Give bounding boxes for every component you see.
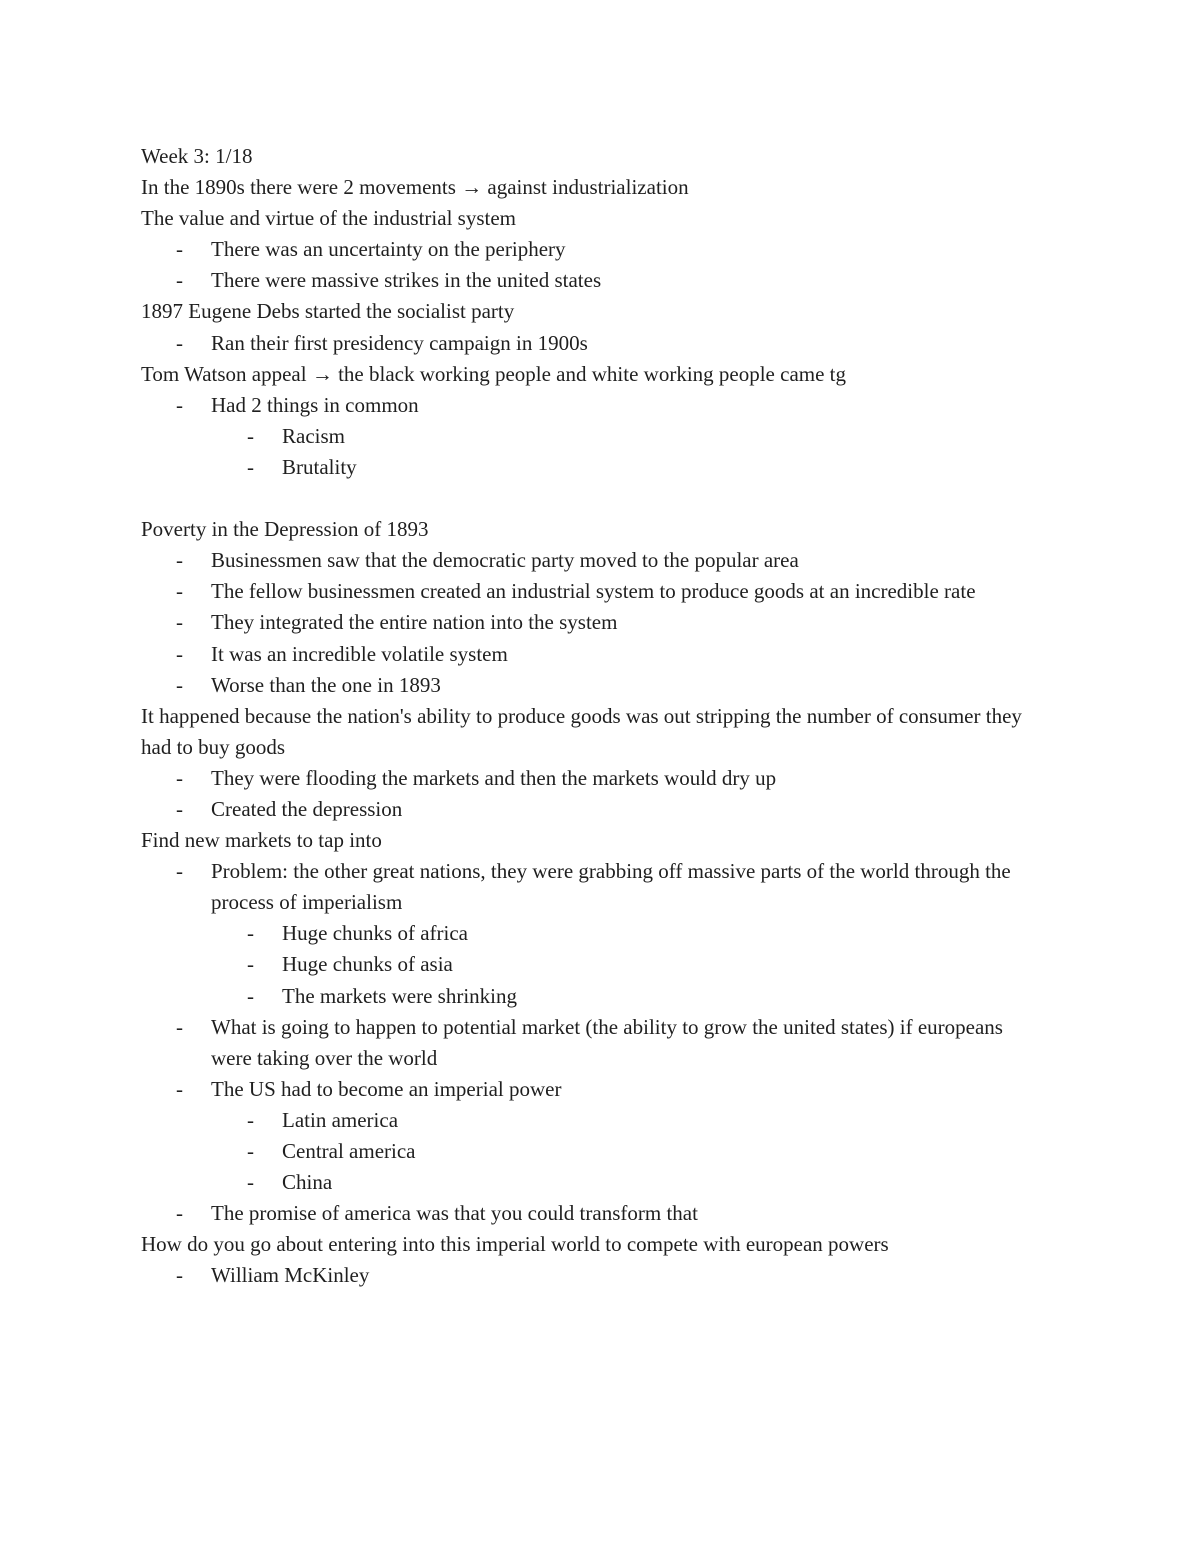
bullet-item — [141, 1198, 1041, 1229]
bullet-item — [141, 607, 1041, 638]
bullet-item — [141, 390, 1041, 421]
bullet-text: They were flooding the markets and then the markets would dry up — [211, 765, 777, 790]
bullet-text: It was an incredible volatile system — [211, 641, 508, 666]
bullet-text: Ran their first presidency campaign in 1900s — [211, 330, 588, 355]
dash-marker: - — [247, 1139, 254, 1163]
dash-marker: - — [176, 610, 183, 635]
bullet-text: There were massive strikes in the united states — [211, 268, 602, 293]
dash-marker: - — [176, 392, 183, 417]
bullet-item — [141, 670, 1041, 701]
dash-marker: - — [247, 1170, 254, 1195]
bullet-item — [141, 328, 1041, 359]
bullet-text: Huge chunks of asia — [282, 952, 453, 977]
note-heading-line: Poverty in the Depression of 1893 — [141, 517, 429, 542]
bullet-text: Had 2 things in common — [211, 392, 419, 417]
dash-marker: - — [176, 765, 183, 790]
dash-marker: - — [247, 952, 254, 977]
bullet-item — [141, 856, 1041, 918]
blank-line — [141, 483, 1041, 514]
bullet-text: They integrated the entire nation into the system — [211, 610, 618, 635]
bullet-text: Created the depression — [211, 796, 403, 821]
dash-marker: - — [247, 983, 254, 1008]
sub-bullet-item — [141, 1136, 1041, 1167]
page-title: Week 3: 1/18 — [141, 144, 253, 168]
bullet-item — [141, 576, 1041, 607]
dash-marker: - — [247, 423, 254, 448]
dash-marker: - — [176, 237, 183, 262]
sub-bullet-item — [141, 421, 1041, 452]
dash-marker: - — [176, 672, 183, 697]
sub-bullet-item — [141, 981, 1041, 1012]
dash-marker: - — [176, 796, 183, 821]
bullet-text: The US had to become an imperial power — [211, 1076, 562, 1101]
sub-bullet-item — [141, 1167, 1041, 1198]
bullet-item — [141, 639, 1041, 670]
bullet-item — [141, 265, 1041, 296]
dash-marker: - — [176, 548, 183, 573]
dash-marker: - — [176, 641, 183, 666]
note-heading-line: Find new markets to tap into — [141, 828, 382, 853]
bullet-text: William McKinley — [211, 1263, 370, 1288]
note-heading-line: Tom Watson appeal → the black working people and white working people came tg — [141, 361, 847, 386]
bullet-text: Huge chunks of africa — [282, 921, 469, 946]
bullet-item — [141, 794, 1041, 825]
bullet-item — [141, 1012, 1041, 1074]
notes-body — [141, 141, 1041, 1291]
bullet-text: Worse than the one in 1893 — [211, 672, 441, 697]
bullet-text: The promise of america was that you could transform that — [211, 1201, 698, 1226]
bullet-text: Problem: the other great nations, they were grabbing off massive parts of the world through the process of imperialism — [211, 859, 1011, 915]
bullet-item — [141, 234, 1041, 265]
dash-marker: - — [176, 1014, 183, 1039]
bullet-text: What is going to happen to potential market (the ability to grow the united states) if europeans were taking over the world — [211, 1014, 1003, 1070]
bullet-item — [141, 1074, 1041, 1105]
bullet-item — [141, 1260, 1041, 1291]
note-heading-line: How do you go about entering into this imperial world to compete with european powers — [141, 1232, 889, 1257]
dash-marker: - — [176, 330, 183, 355]
dash-marker: - — [176, 859, 183, 884]
bullet-text: Businessmen saw that the democratic party moved to the popular area — [211, 548, 799, 573]
dash-marker: - — [176, 1263, 183, 1288]
note-heading-line: In the 1890s there were 2 movements → against industrialization — [141, 175, 689, 200]
bullet-text: There was an uncertainty on the periphery — [211, 237, 566, 262]
bullet-text: The markets were shrinking — [282, 983, 518, 1008]
bullet-text: China — [282, 1170, 333, 1195]
dash-marker: - — [176, 268, 183, 293]
note-heading-line: The value and virtue of the industrial system — [141, 206, 516, 231]
dash-marker: - — [176, 1076, 183, 1101]
sub-bullet-item — [141, 1105, 1041, 1136]
bullet-text: Racism — [282, 423, 345, 448]
dash-marker: - — [247, 921, 254, 946]
dash-marker: - — [176, 579, 183, 604]
sub-bullet-item — [141, 452, 1041, 483]
dash-marker: - — [247, 454, 254, 479]
dash-marker: - — [247, 1107, 254, 1132]
dash-marker: - — [176, 1201, 183, 1226]
sub-bullet-item — [141, 918, 1041, 949]
note-heading-line: It happened because the nation's ability to produce goods was out stripping the number of consumer they had to buy goods — [141, 703, 1022, 759]
notes-list — [141, 172, 1041, 1291]
note-heading-line: 1897 Eugene Debs started the socialist party — [141, 299, 515, 324]
bullet-item — [141, 545, 1041, 576]
bullet-text: Brutality — [282, 454, 357, 479]
bullet-text: The fellow businessmen created an industrial system to produce goods at an incredible rate — [211, 579, 976, 604]
bullet-item — [141, 763, 1041, 794]
bullet-text: Central america — [282, 1139, 416, 1163]
sub-bullet-item — [141, 949, 1041, 980]
bullet-text: Latin america — [282, 1107, 399, 1132]
